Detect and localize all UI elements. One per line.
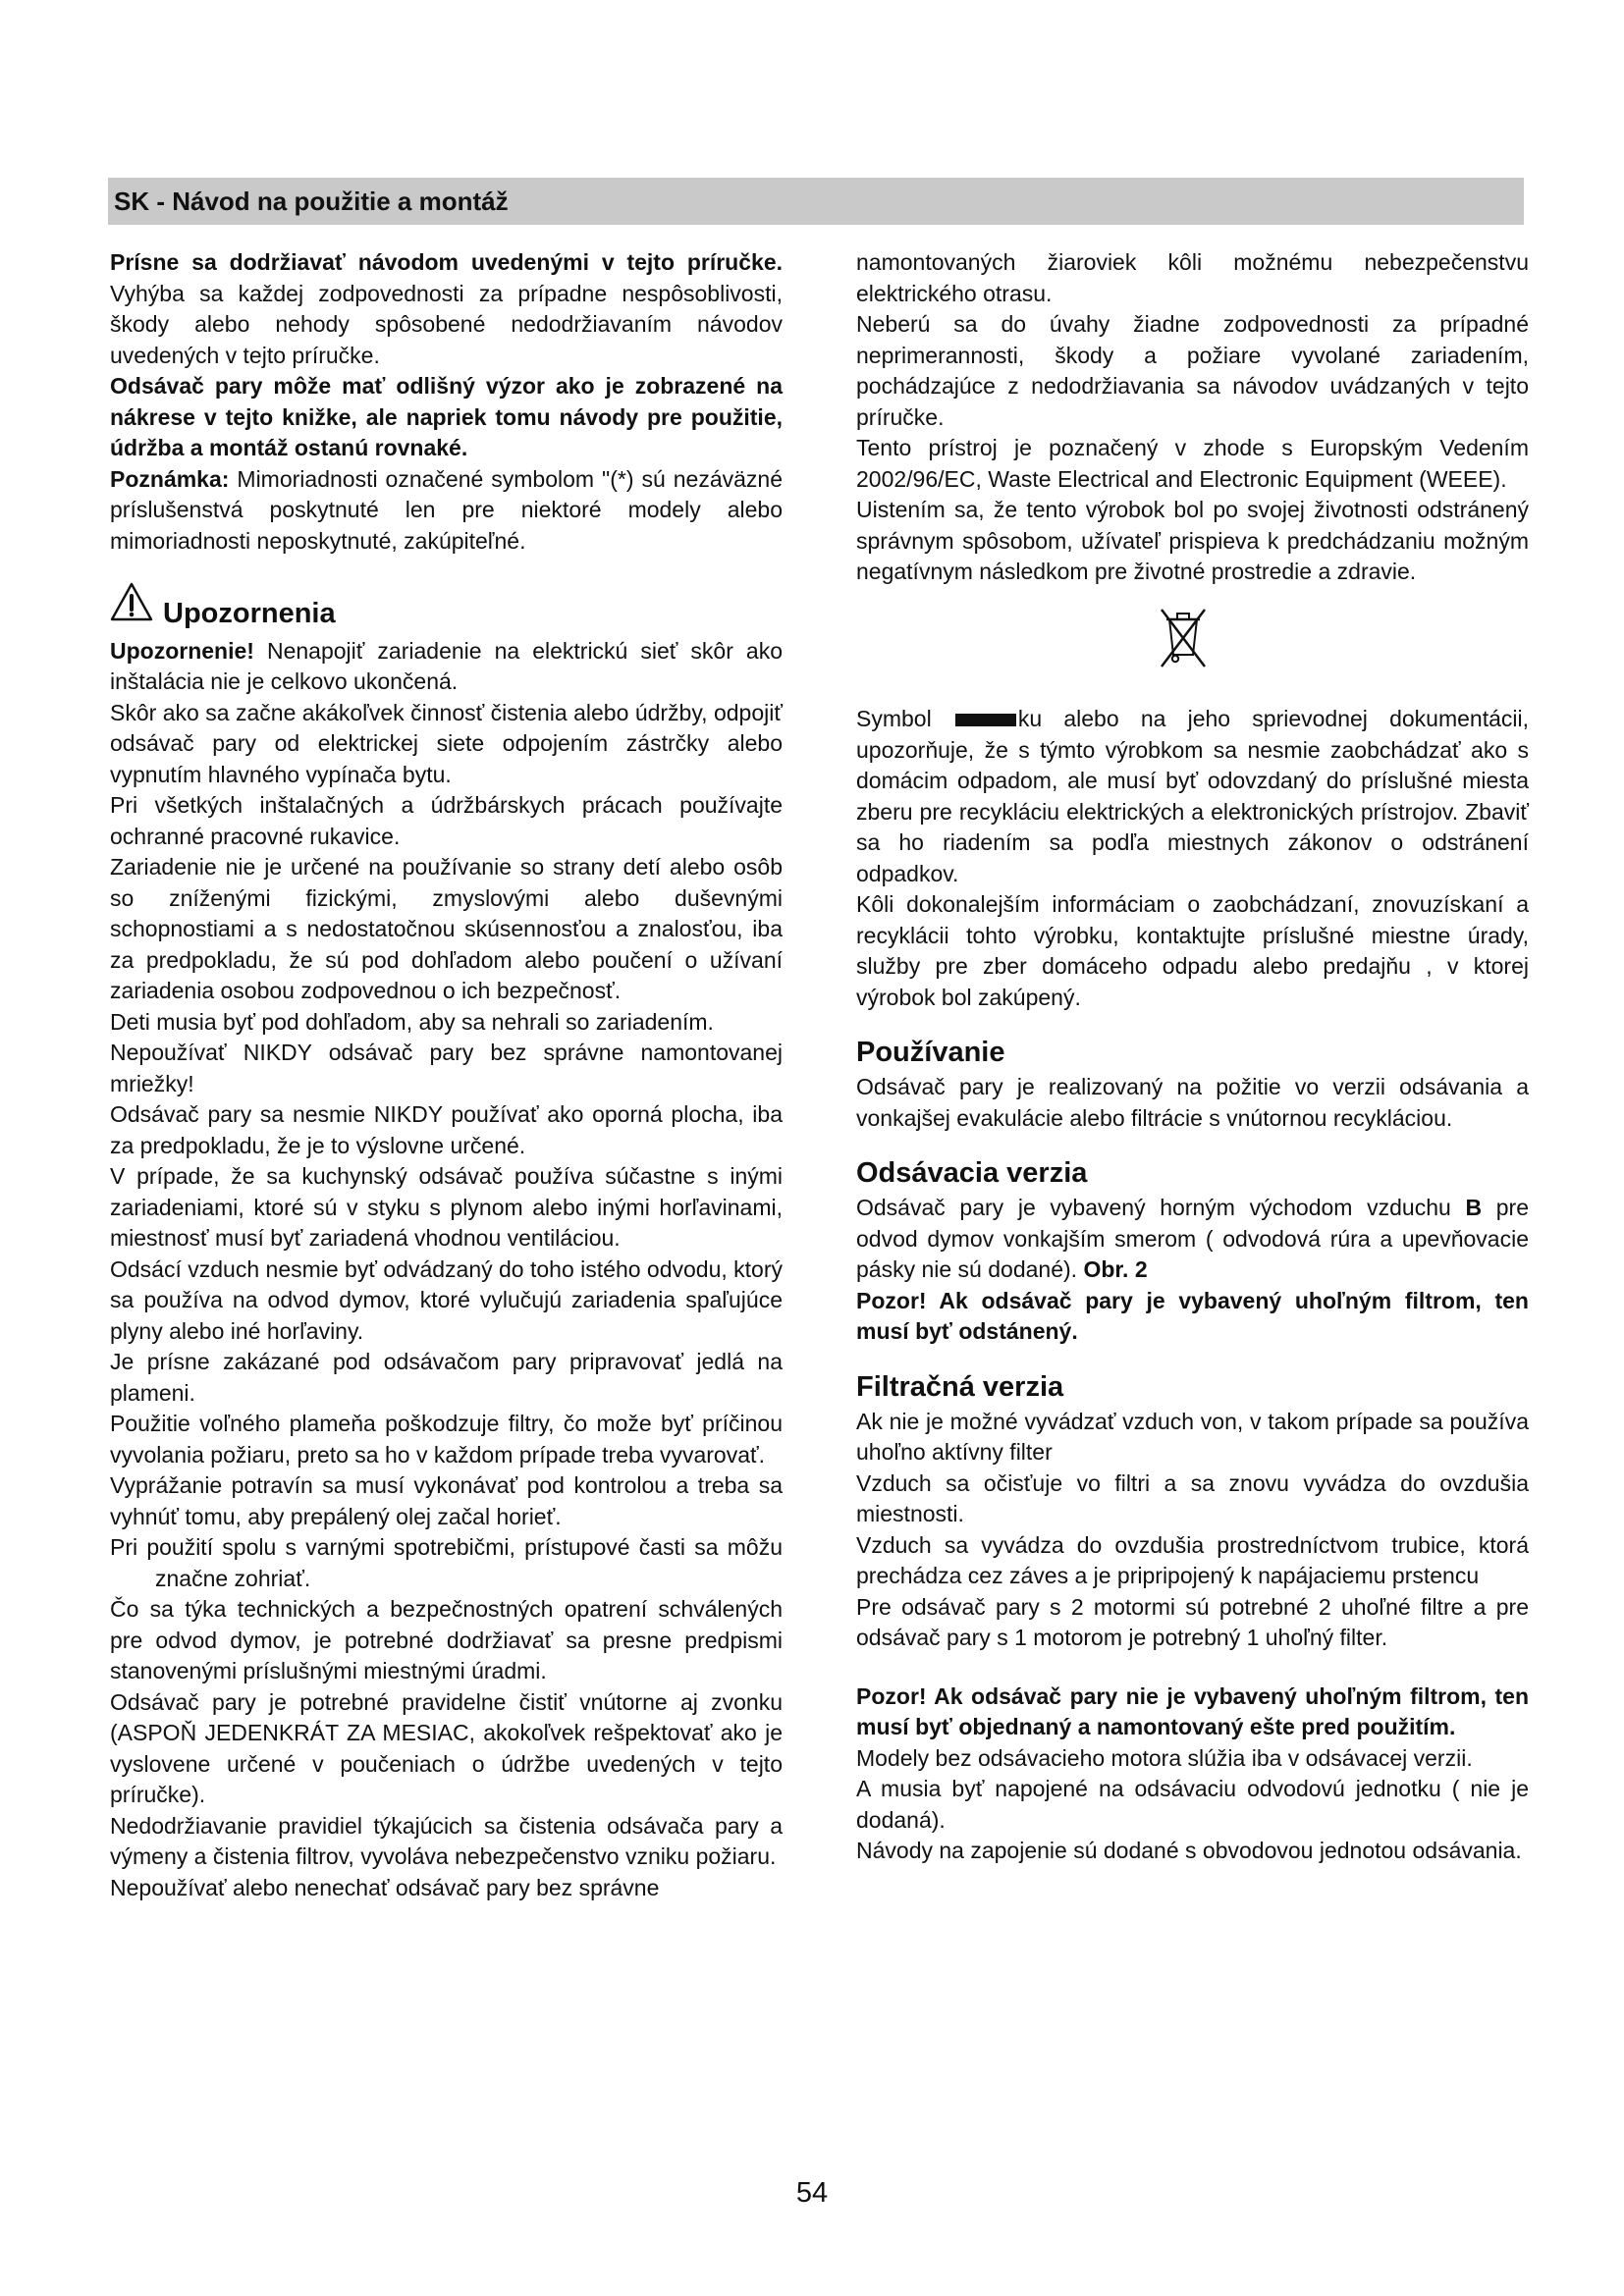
filter-paragraph: Vzduch sa vyvádza do ovzdušia prostredníctvom trubice, ktorá prechádza cez záves a je pripripojený k napájaciemu prstencu <box>856 1531 1529 1588</box>
warning-item: Deti musia byť pod dohľadom, aby sa nehrali so zariadením. <box>110 1008 714 1035</box>
text-paragraph: namontovaných žiaroviek kôli možnému nebezpečenstvu elektrického otrasu. <box>856 249 1529 306</box>
warning-item: Čo sa týka technických a bezpečnostných opatrení schválených pre odvod dymov, je potrebné dodržiavať sa presne predpismi stanovenými príslušnými miestnými úradmi. <box>110 1596 783 1683</box>
text-paragraph: Uistením sa, že tento výrobok bol po svojej životnosti odstránený správnym spôsobom, užívateľ prispieva k predchádzaniu možným negatívnym následkom pre životné prostredie a zdravie. <box>856 497 1529 584</box>
page-number: 54 <box>795 2177 829 2209</box>
warning-item: Odsávač pary sa nesmie NIKDY používať ako oporná plocha, iba za predpokladu, že je to výslovne určené. <box>110 1101 783 1158</box>
filter-paragraph: Pre odsávač pary s 2 motormi sú potrebné 2 uhoľné filtre a pre odsávač pary s 1 motorom je potrebný 1 uhoľný filter. <box>856 1593 1529 1650</box>
warning-item <box>110 636 783 698</box>
warning-item: Je prísne zakázané pod odsávačom pary pripravovať jedlá na plameni. <box>110 1349 783 1406</box>
warning-item: Pri použití spolu s varnými spotrebičmi, prístupové časti sa môžu značne zohriať. <box>110 1534 783 1591</box>
ducted-version-heading: Odsávacia verzia <box>856 1157 1088 1189</box>
figure-reference: Obr. 2 <box>1083 1256 1148 1282</box>
warning-item: Nepoužívať alebo nenechať odsávač pary bez správne <box>110 1874 660 1900</box>
warning-item: Pri všetkých inštalačných a údržbárskych prácach používajte ochranné pracovné rukavice. <box>110 792 783 849</box>
crossed-out-wheelie-bin-icon <box>1154 606 1213 679</box>
weee-symbol-container <box>856 606 1529 679</box>
warning-triangle-icon <box>110 582 153 630</box>
filter-paragraph: Návody na zapojenie sú dodané s obvodovou jednotou odsávania. <box>856 1838 1522 1863</box>
note-label: Poznámka: <box>110 465 230 492</box>
warning-item: Odsávač pary je potrebné pravidelne čistiť vnútorne aj zvonku (ASPOŇ JEDENKRÁT ZA MESIAC, akokoľvek rešpektovať ako je vyslovene určené v poučeniach o údržbe uvedených v tejto príručke). <box>110 1688 783 1807</box>
symbol-text-start: Symbol <box>856 706 953 731</box>
warnings-heading: Upozornenia <box>163 597 336 629</box>
section-header-bar <box>108 178 1524 225</box>
filter-warning-text: Pozor! Ak odsávač pary nie je vybavený uhoľným filtrom, ten musí byť objednaný a namontovaný ešte pred použitím. <box>856 1682 1529 1739</box>
warning-item: Skôr ako sa začne akákoľvek činnosť čistenia alebo údržby, odpojiť odsávač pary od elektrickej siete odpojením zástrčky alebo vypnutím hlavného vypínača bytu. <box>110 699 783 787</box>
filter-paragraph: A musia byť napojené na odsávaciu odvodovú jednotku ( nie je dodaná). <box>856 1776 1529 1833</box>
inline-symbol-mark <box>955 714 1016 726</box>
filter-version-heading: Filtračná verzia <box>856 1370 1064 1403</box>
ducted-text-c: pre odvod dymov vonkajším smerom ( odvodová rúra a upevňovacie pásky nie sú dodané). <box>856 1195 1529 1282</box>
text-paragraph: Neberú sa do úvahy žiadne zodpovednosti za prípadné neprimerannosti, škody a požiare vyvolané zariadením, pochádzajúce z nedodržiavania sa návodov uvádzaných v tejto príručke. <box>856 311 1529 430</box>
note-paragraph <box>110 464 783 558</box>
warning-item: Nepoužívať NIKDY odsávač pary bez správne namontovanej mriežky! <box>110 1040 783 1096</box>
warnings-heading-row <box>110 582 783 630</box>
text-paragraph: Kôli dokonalejším informáciam o zaobchádzaní, znovuzískaní a recyklácii tohto výrobku, kontaktujte príslušné miestne úrady, služby pre zber domáceho odpadu alebo predajňu , v ktorej výrobok bol zakúpený. <box>856 891 1529 1010</box>
filter-paragraph: Vzduch sa očisťuje vo filtri a sa znovu vyvádza do ovzdušia miestnosti. <box>856 1469 1529 1526</box>
usage-heading: Používanie <box>856 1037 1005 1068</box>
intro-text: Vyhýba sa každej zodpovednosti za prípadne nespôsoblivosti, škody alebo nehody spôsobené nedodržiavaním návodov uvedených v tejto príručke. <box>110 280 783 368</box>
intro-paragraph <box>110 247 783 371</box>
warning-text: Nenapojiť zariadenie na elektrickú sieť skôr ako inštalácia nie je celkovo ukončená. <box>110 637 783 694</box>
text-paragraph: Tento prístroj je poznačený v zhode s Europským Vedením 2002/96/EC, Waste Electrical and Electronic Equipment (WEEE). <box>856 435 1529 492</box>
ducted-text-a: Odsávač pary je vybavený horným východom vzduchu <box>856 1195 1466 1220</box>
usage-paragraph: Odsávač pary je realizovaný na požitie vo verzii odsávania a vonkajšej evakulácie alebo filtrácie s vnútornou recykláciou. <box>856 1074 1529 1131</box>
symbol-paragraph <box>856 704 1529 889</box>
warning-item: V prípade, že sa kuchynský odsávač používa súčastne s inými zariadeniami, ktoré sú v styku s plynom alebo inými horľavinami, miestnosť musí byť zariadená vhodnou ventiláciou. <box>110 1163 783 1251</box>
ducted-warning <box>856 1286 1529 1348</box>
symbol-text-end: ku alebo na jeho sprievodnej dokumentácii, upozorňuje, že s týmto výrobkom sa nesmie zaobchádzať ako s domácim odpadom, ale musí byť odovzdaný do príslušné miesta zberu pre recykláciu elektrických a elektronických prístrojov. Zbaviť sa ho riadením sa podľa miestnych zákonov o odstránení odpadkov. <box>856 706 1529 886</box>
warning-label: Upozornenie! <box>110 637 254 664</box>
warning-item: Vyprážanie potravín sa musí vykonávať pod kontrolou a treba sa vyhnúť tomu, aby prepálený olej začal horieť. <box>110 1472 783 1529</box>
filter-warning <box>856 1682 1529 1743</box>
appearance-notice <box>110 371 783 464</box>
ducted-outlet-label: B <box>1465 1195 1483 1220</box>
note-text: Mimoriadnosti označené symbolom "(*) sú nezáväzné príslušenstvá poskytnuté len pre niektoré modely alebo mimoriadnosti neposkytnuté, zakúpiteľné. <box>110 465 783 554</box>
filter-paragraph: Modely bez odsávacieho motora slúžia iba v odsávacej verzii. <box>856 1744 1473 1771</box>
left-column <box>110 247 783 1903</box>
filter-paragraph: Ak nie je možné vyvádzať vzduch von, v takom prípade sa používa uhoľno aktívny filter <box>856 1408 1529 1465</box>
warning-item: Nedodržiavanie pravidiel týkajúcich sa čistenia odsávača pary a výmeny a čistenia filtrov, vyvoláva nebezpečenstvo vzniku požiaru. <box>110 1812 783 1869</box>
warning-item: Použitie voľného plameňa poškodzuje filtry, čo može byť príčinou vyvolania požiaru, preto sa ho v každom prípade treba vyvarovať. <box>110 1411 783 1468</box>
warning-item: Odsácí vzduch nesmie byť odvádzaný do toho istého odvodu, ktorý sa používa na odvod dymov, ktoré vylučujú zariadenia spaľujúce plyny alebo iné horľaviny. <box>110 1255 783 1344</box>
ducted-paragraph <box>856 1193 1529 1286</box>
ducted-warning-text: Pozor! Ak odsávač pary je vybavený uhoľným filtrom, ten musí byť odstánený. <box>856 1287 1529 1344</box>
right-column <box>856 247 1529 1867</box>
appearance-notice-text: Odsávač pary môže mať odlišný výzor ako je zobrazené na nákrese v tejto knižke, ale napriek tomu návody pre použitie, údržba a montáž ostanú rovnaké. <box>110 373 783 460</box>
intro-bold-text: Prísne sa dodržiavať návodom uvedenými v tejto príručke. <box>110 249 783 275</box>
warning-item: Zariadenie nie je určené na používanie so strany detí alebo osôb so zníženými fizickými, zmyslovými alebo duševnými schopnostiami a s nedostatočnou skúsennosťou a znalosťou, iba za predpokladu, že sú pod dohľadom alebo poučení o užívaní zariadenia osobou zodpovednou o ich bezpečnosť. <box>110 854 783 1003</box>
section-title: SK - Návod na použitie a montáž <box>114 187 509 216</box>
